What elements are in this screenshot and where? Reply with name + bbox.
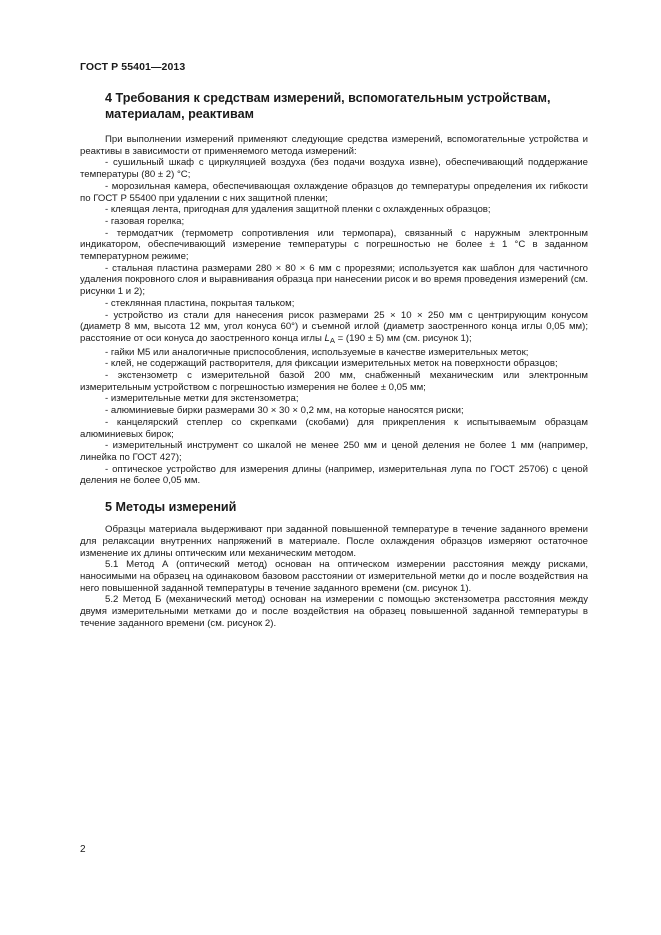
section-4-title: 4 Требования к средствам измерений, вспомогательным устройствам, материалам, реактивам: [105, 91, 551, 121]
list-item-drying-cabinet: - сушильный шкаф с циркуляцией воздуха (без подачи воздуха извне), обеспечивающий поддержание температуры (80 ± 2) °С;: [80, 157, 588, 181]
list-item-freezer: - морозильная камера, обеспечивающая охлаждение образцов до температуры определения их гибкости по ГОСТ Р 55400 при удалении с них защитной пленки;: [80, 180, 588, 204]
list-item-measuring-tool: - измерительный инструмент со шкалой не менее 250 мм и ценой деления не более 1 мм (например, линейка по ГОСТ 427);: [80, 440, 588, 463]
section-5-2-method-b: 5.2 Метод Б (механический метод) основан на измерении с помощью экстензометра расстояния между двумя измерительными метками до и после воздействия на образец повышенной заданной температуры в течение заданного времени (см. рисунок 2).: [80, 594, 588, 629]
list-item-temperature-sensor: - термодатчик (термометр сопротивления или термопара), связанный с наружным электронным индикатором, обеспечивающий измерение температуры с погрешностью не более ± 1 °С в заданном температурном режиме;: [80, 227, 588, 263]
section-5-title: 5 Методы измерений: [105, 500, 237, 515]
section-5-1-method-a: 5.1 Метод А (оптический метод) основан на оптическом измерении расстояния между рисками, наносимыми на образец на одинаковом базовом расстоянии от измерительной метки до и после воздействия на него повышенной заданной температуры в течение заданного времени (см. рисунок 1).: [80, 559, 588, 594]
list-item-gas-burner: - газовая горелка;: [105, 215, 185, 227]
distance-subscript: A: [329, 335, 335, 345]
list-item-scribing-tool: [80, 310, 588, 347]
section-5-intro: Образцы материала выдерживают при заданной повышенной температуре в течение заданного времени для релаксации внутренних напряжений в материале. После охлаждения образцов измеряют остаточное изменение их длины оптическим или механическим методом.: [80, 524, 588, 559]
list-item-adhesive-tape: - клеящая лента, пригодная для удаления защитной пленки с охлажденных образцов;: [105, 204, 491, 216]
page-number: 2: [80, 844, 86, 855]
list-item-stapler: - канцелярский степлер со скрепками (скобами) для прикрепления к испытываемым образцам алюминиевых бирок;: [80, 416, 588, 440]
page-content: [80, 90, 588, 629]
list-item-nuts: - гайки М5 или аналогичные приспособления, используемые в качестве измерительных меток;: [105, 346, 529, 358]
list-item-glass-plate: - стеклянная пластина, покрытая тальком;: [105, 297, 295, 309]
section-4-intro: При выполнении измерений применяют следующие средства измерений, вспомогательные устройства и реактивы в зависимости от применяемого метода измерений:: [80, 134, 588, 157]
list-item-steel-plate: - стальная пластина размерами 280 × 80 × 6 мм с прорезями; используется как шаблон для частичного удаления покровного слоя и выравнивания образца при нанесении рисок и во время проведения измерений (см. рисунки 1 и 2);: [80, 262, 588, 298]
list-item-extensometer: - экстензометр с измерительной базой 200 мм, снабженный механическим или электронным измерительным устройством с погрешностью измерения не более ± 0,05 мм;: [80, 370, 588, 393]
list-item-glue: - клей, не содержащий растворителя, для фиксации измерительных меток на поверхности образцов;: [105, 358, 558, 370]
scribing-tool-text: - устройство из стали для нанесения рисок размерами 25 × 10 × 250 мм с центрирующим конусом (диаметр 8 мм, высота 12 мм, угол конуса 60°) и съемной иглой (диаметр заостренного конца иглы 0,05 мм); расстояние от оси конуса до заостренного конца иглы: [80, 309, 588, 344]
list-item-optical-device: - оптическое устройство для измерения длины (например, измерительная лупа по ГОСТ 25706) с ценой деления не более 0,05 мм.: [80, 463, 588, 487]
list-item-extensometer-marks: - измерительные метки для экстензометра;: [105, 393, 299, 405]
distance-symbol: L: [324, 332, 330, 344]
document-code-header: ГОСТ Р 55401—2013: [80, 61, 186, 73]
list-item-aluminium-tags: - алюминиевые бирки размерами 30 × 30 × 0,2 мм, на которые наносятся риски;: [105, 405, 464, 417]
scribing-tool-value: = (190 ± 5) мм (см. рисунок 1);: [334, 332, 472, 344]
